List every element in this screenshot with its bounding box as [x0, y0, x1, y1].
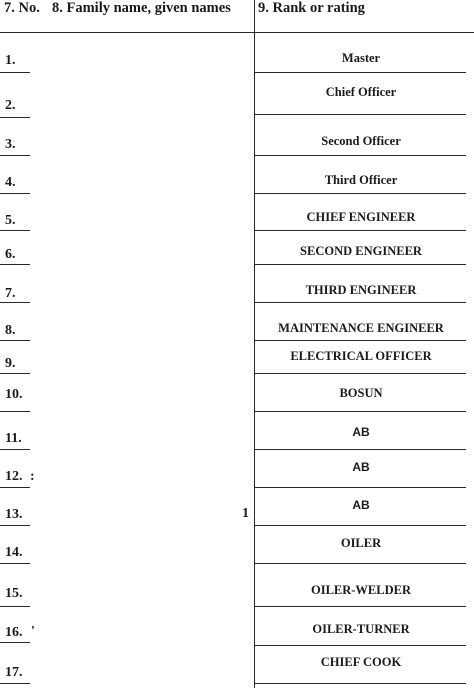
- row-rule: [254, 525, 466, 526]
- row-number: 6.: [5, 247, 16, 262]
- rank-cell: Third Officer: [324, 173, 398, 187]
- redaction-fragment: ': [31, 624, 35, 639]
- row-number: 10.: [5, 387, 23, 402]
- rank-cell: CHIEF COOK: [320, 655, 402, 669]
- row-rule: [0, 683, 30, 684]
- row-number: 16.: [5, 625, 23, 640]
- row-rule: [254, 302, 466, 303]
- row-rule: [254, 264, 466, 265]
- row-number: 8.: [5, 323, 16, 338]
- rank-cell: Chief Officer: [325, 85, 397, 99]
- row-rule: [254, 230, 466, 231]
- rank-cell: CHIEF ENGINEER: [306, 210, 416, 224]
- row-number: 12.: [5, 469, 23, 484]
- row-rule: [254, 72, 466, 73]
- row-rule: [0, 563, 30, 564]
- row-rule: [254, 340, 466, 341]
- row-number: 2.: [5, 98, 16, 113]
- row-rule: [0, 302, 30, 303]
- header-rule: [0, 32, 474, 33]
- row-rule: [254, 373, 466, 374]
- row-rule: [254, 155, 466, 156]
- header-rank: 9. Rank or rating: [258, 0, 365, 16]
- row-rule: [0, 72, 30, 73]
- rank-cell: OILER-TURNER: [312, 622, 410, 636]
- header-no: 7. No.: [4, 0, 40, 16]
- row-rule: [254, 487, 466, 488]
- row-rule: [0, 340, 30, 341]
- row-rule: [0, 155, 30, 156]
- redaction-fragment: :: [30, 469, 35, 484]
- row-rule: [254, 411, 466, 412]
- redaction-fragment: 1: [242, 506, 249, 521]
- rank-cell: MAINTENANCE ENGINEER: [278, 321, 444, 335]
- row-number: 11.: [5, 431, 22, 446]
- row-number: 15.: [5, 586, 23, 601]
- row-rule: [0, 606, 30, 607]
- row-rule: [0, 411, 30, 412]
- row-number: 17.: [5, 665, 23, 680]
- row-number: 13.: [5, 507, 23, 522]
- rank-cell: THIRD ENGINEER: [305, 283, 417, 297]
- row-rule: [0, 193, 30, 194]
- row-number: 7.: [5, 286, 16, 301]
- rank-cell: OILER: [340, 536, 382, 550]
- row-number: 3.: [5, 137, 16, 152]
- row-number: 9.: [5, 356, 16, 371]
- rank-cell: Master: [341, 51, 381, 65]
- row-rule: [0, 230, 30, 231]
- row-rule: [254, 114, 466, 115]
- row-rule: [254, 449, 466, 450]
- row-rule: [0, 525, 30, 526]
- row-rule: [254, 645, 466, 646]
- row-rule: [0, 449, 30, 450]
- row-rule: [254, 563, 466, 564]
- rank-cell: Second Officer: [321, 134, 401, 148]
- row-number: 1.: [5, 53, 16, 68]
- rank-cell: AB: [352, 425, 370, 439]
- column-divider: [254, 0, 255, 688]
- rank-cell: AB: [352, 460, 370, 474]
- row-rule: [0, 487, 30, 488]
- row-rule: [0, 117, 30, 118]
- rank-cell: BOSUN: [339, 386, 383, 400]
- rank-cell: ELECTRICAL OFFICER: [290, 349, 432, 363]
- row-number: 4.: [5, 175, 16, 190]
- rank-cell: SECOND ENGINEER: [300, 244, 422, 258]
- row-rule: [254, 606, 466, 607]
- row-rule: [0, 642, 30, 643]
- row-rule: [254, 193, 466, 194]
- rank-cell: AB: [352, 498, 370, 512]
- row-number: 5.: [5, 213, 16, 228]
- rank-cell: OILER-WELDER: [310, 583, 412, 597]
- row-rule: [0, 264, 30, 265]
- row-number: 14.: [5, 545, 23, 560]
- row-rule: [254, 683, 466, 684]
- row-rule: [0, 373, 30, 374]
- header-family-name: 8. Family name, given names: [52, 0, 231, 16]
